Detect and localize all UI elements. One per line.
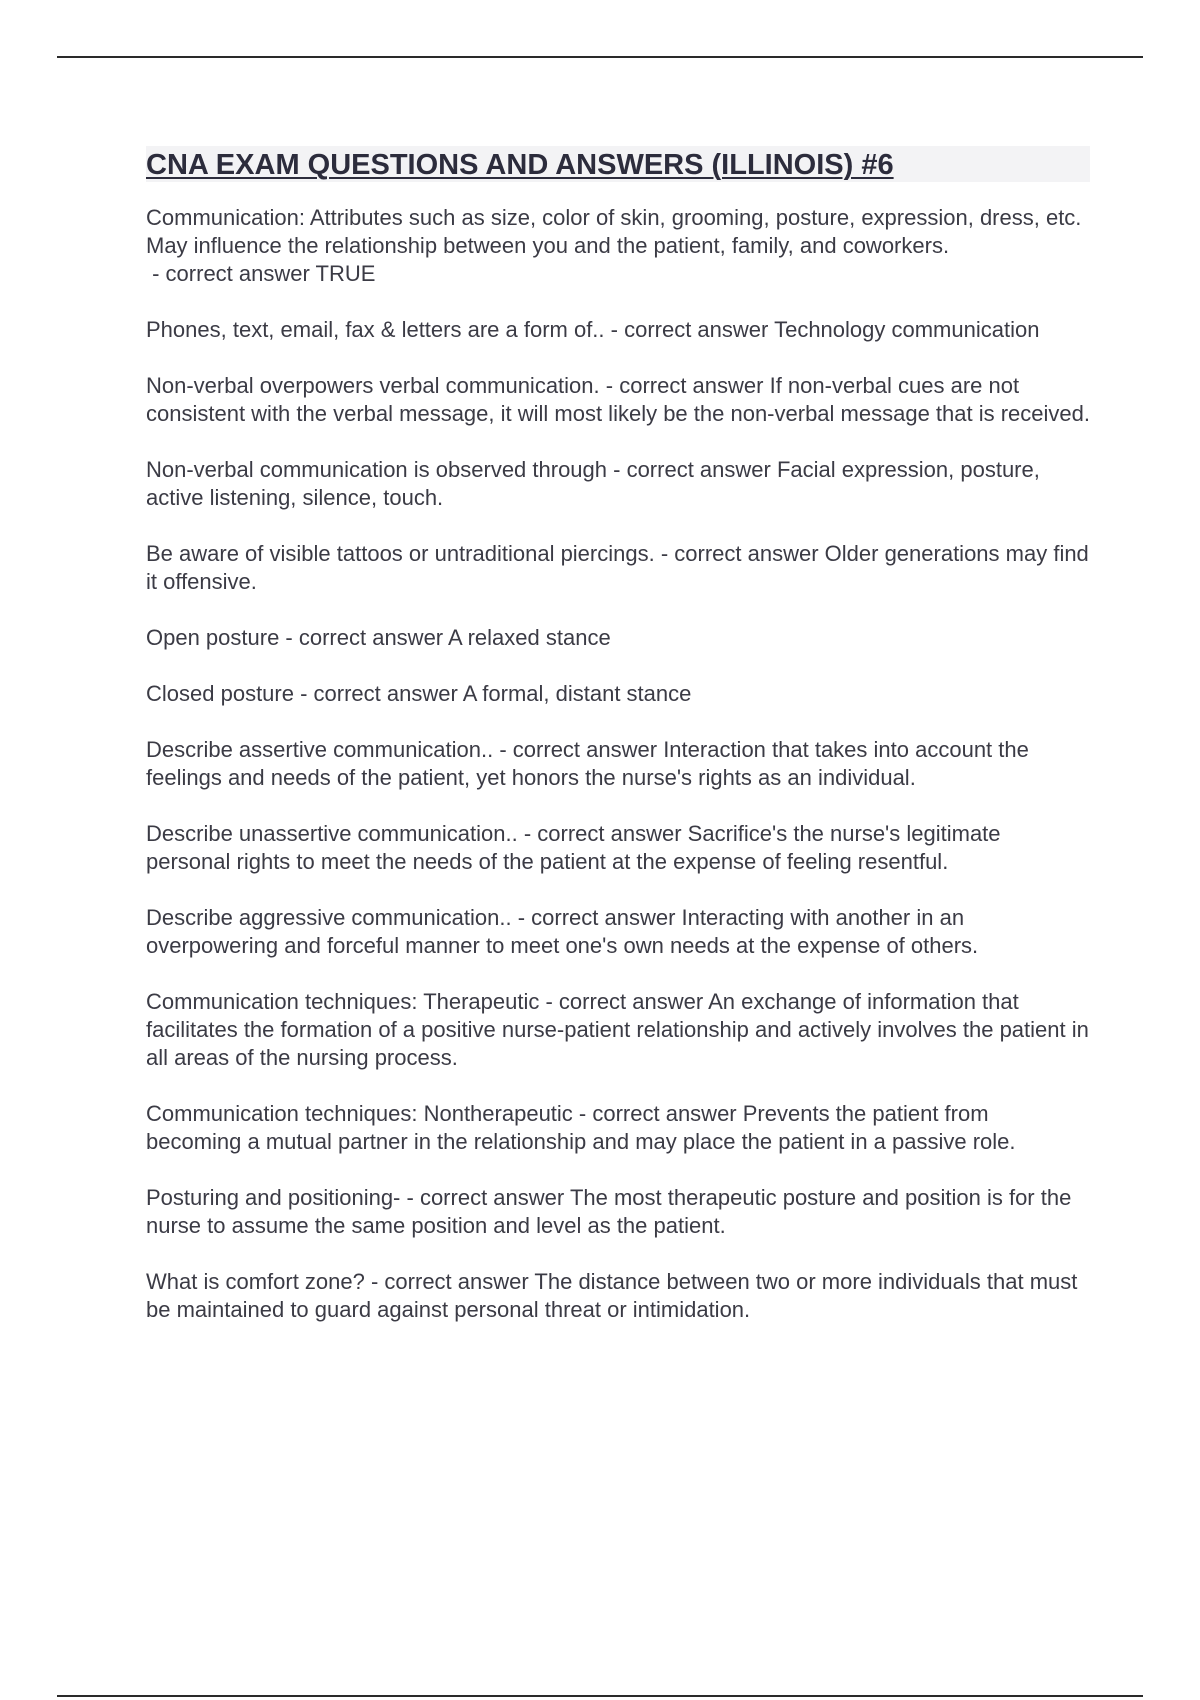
qa-item (146, 988, 1090, 1072)
answer-text: Interaction that takes into account the feelings and needs of the patient, yet honors the nurse's rights as an individual. (146, 737, 1029, 790)
question-text: Be aware of visible tattoos or untraditional piercings. (146, 541, 655, 566)
qa-item (146, 204, 1090, 288)
answer-separator: - correct answer (607, 457, 777, 482)
document-title: CNA EXAM QUESTIONS AND ANSWERS (ILLINOIS) #6 (146, 149, 894, 181)
answer-text: The distance between two or more individuals that must be maintained to guard against personal threat or intimidation. (146, 1269, 1078, 1322)
answer-separator: - correct answer (493, 737, 664, 762)
header-rule (57, 56, 1143, 58)
answer-text: Facial expression, posture, active listening, silence, touch. (146, 457, 1040, 510)
answer-separator: - correct answer (293, 681, 463, 706)
question-text: Describe assertive communication.. (146, 737, 494, 762)
answer-separator: - correct answer (400, 1185, 570, 1210)
question-text: What is comfort zone? (146, 1269, 365, 1294)
question-text: Communication techniques: Therapeutic (146, 989, 540, 1014)
document-body (146, 146, 1090, 1352)
answer-text: Sacrifice's the nurse's legitimate personal rights to meet the needs of the patient at the expense of feeling resentful. (146, 821, 1001, 874)
answer-separator: - correct answer (279, 625, 449, 650)
footer-rule (57, 1695, 1143, 1697)
question-text: Open posture (146, 625, 280, 650)
qa-item (146, 680, 1090, 708)
answer-text: Prevents the patient from becoming a mutual partner in the relationship and may place the patient in a passive role. (146, 1101, 1016, 1154)
qa-item (146, 1184, 1090, 1240)
answer-text: The most therapeutic posture and position is for the nurse to assume the same position and level as the patient. (146, 1185, 1072, 1238)
qa-item (146, 1100, 1090, 1156)
title-bar (146, 146, 1090, 182)
qa-item (146, 456, 1090, 512)
answer-text: An exchange of information that facilitates the formation of a positive nurse-patient relationship and actively involves the patient in all areas of the nursing process. (146, 989, 1089, 1070)
qa-item (146, 316, 1090, 344)
answer-separator: - correct answer (599, 373, 770, 398)
answer-separator: - correct answer (364, 1269, 535, 1294)
question-text: Non-verbal communication is observed through (146, 457, 608, 482)
answer-separator: - correct answer (146, 261, 316, 286)
question-text: Non-verbal overpowers verbal communication. (146, 373, 600, 398)
answer-text: Interacting with another in an overpowering and forceful manner to meet one's own needs at the expense of others. (146, 905, 979, 958)
question-text: Communication techniques: Nontherapeutic (146, 1101, 573, 1126)
qa-item (146, 372, 1090, 428)
qa-item (146, 1268, 1090, 1324)
question-text: Describe aggressive communication.. (146, 905, 512, 930)
qa-item (146, 820, 1090, 876)
qa-item (146, 624, 1090, 652)
question-text: Posturing and positioning- (146, 1185, 401, 1210)
answer-text: Older generations may find it offensive. (146, 541, 1089, 594)
qa-list (146, 204, 1090, 1324)
answer-text: TRUE (315, 261, 376, 286)
answer-separator: - correct answer (517, 821, 688, 846)
answer-text: Technology communication (774, 317, 1040, 342)
answer-text: If non-verbal cues are not consistent with the verbal message, it will most likely be the non-verbal message that is received. (146, 373, 1090, 426)
answer-separator: - correct answer (511, 905, 682, 930)
answer-separator: - correct answer (654, 541, 825, 566)
answer-separator: - correct answer (572, 1101, 743, 1126)
qa-item (146, 904, 1090, 960)
question-text: Describe unassertive communication.. (146, 821, 518, 846)
qa-item (146, 540, 1090, 596)
answer-separator: - correct answer (604, 317, 775, 342)
answer-text: A formal, distant stance (462, 681, 692, 706)
question-text: Closed posture (146, 681, 294, 706)
question-text: Communication: Attributes such as size, color of skin, grooming, posture, expression, dress, etc. May influence the relationship between you and the patient, family, and coworkers. (146, 205, 1082, 258)
answer-separator: - correct answer (539, 989, 709, 1014)
qa-item (146, 736, 1090, 792)
answer-text: A relaxed stance (448, 625, 611, 650)
question-text: Phones, text, email, fax & letters are a form of.. (146, 317, 605, 342)
